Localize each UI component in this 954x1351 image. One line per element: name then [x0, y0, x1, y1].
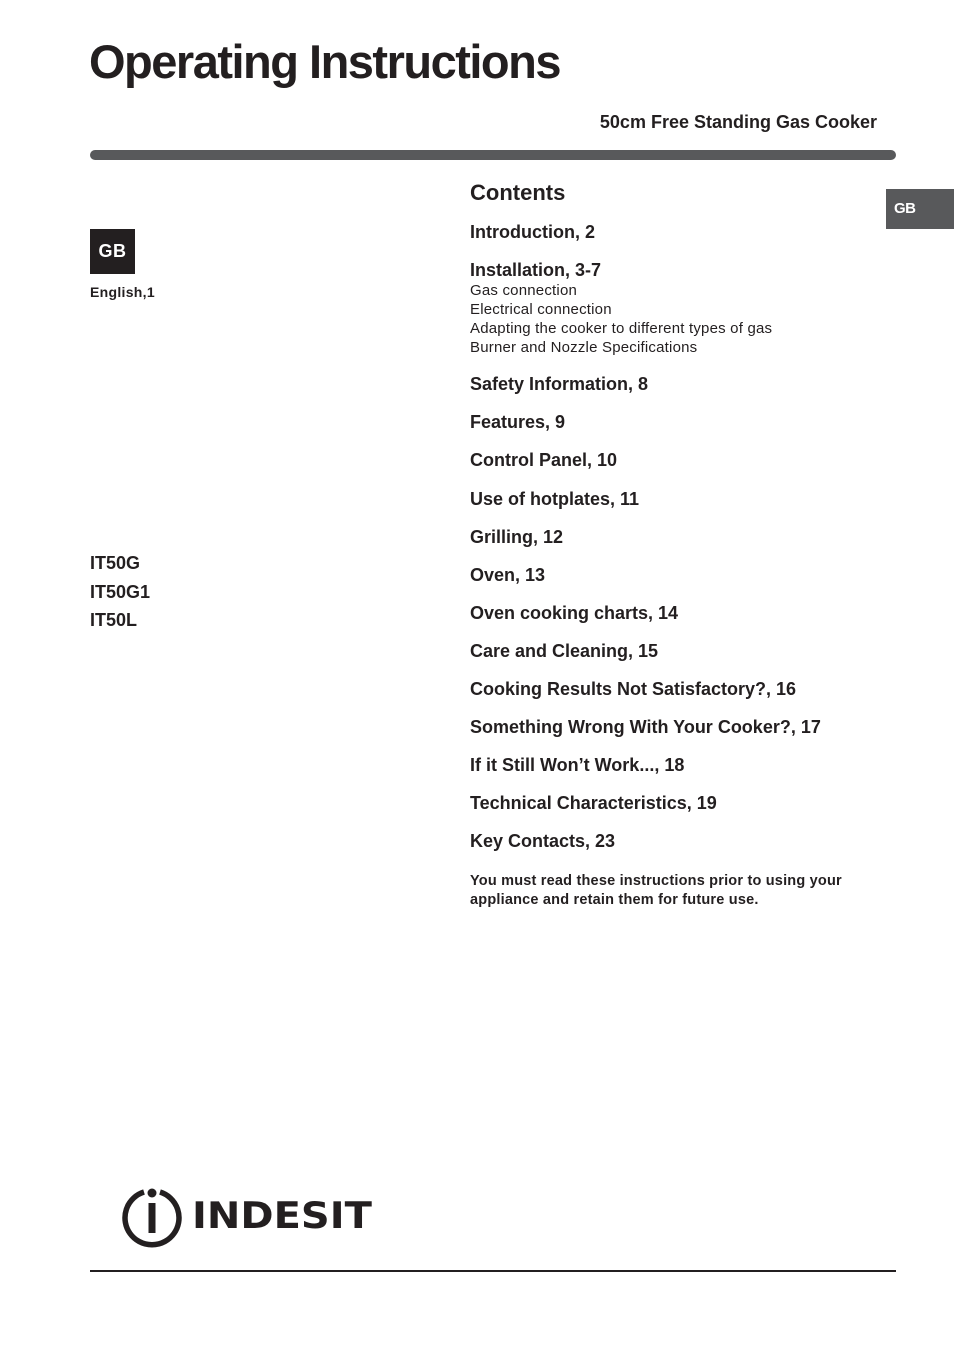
indesit-logo-icon [120, 1184, 184, 1248]
toc-entry-safety-information [470, 373, 890, 395]
footer-divider [90, 1270, 896, 1272]
toc-entry-grilling [470, 526, 890, 548]
model-item: IT50G [90, 553, 141, 573]
toc-entry-title: Grilling, 12 [470, 527, 564, 547]
language-label: English,1 [90, 284, 155, 300]
toc-subitem: Electrical connection [470, 301, 612, 318]
toc-entry-title: If it Still Won’t Work..., 18 [470, 755, 685, 775]
toc-entry-title: Control Panel, 10 [470, 450, 618, 470]
toc-entry-title: Something Wrong With Your Cooker?, 17 [470, 717, 821, 737]
contents-heading: Contents [470, 180, 566, 205]
header-divider-bar [90, 150, 896, 160]
toc-entry-title: Use of hotplates, 11 [470, 489, 640, 509]
toc-subitem: Burner and Nozzle Specifications [470, 339, 698, 356]
document-subtitle: 50cm Free Standing Gas Cooker [599, 112, 877, 132]
toc-entry-oven-cooking-charts [470, 602, 890, 624]
toc-entry-title: Oven cooking charts, 14 [470, 603, 679, 623]
model-list [90, 549, 150, 635]
toc-subitem: Adapting the cooker to different types of gas [470, 320, 773, 337]
language-side-tab: GB [886, 189, 954, 229]
toc-entry-key-contacts [470, 830, 890, 852]
toc-entry-control-panel [470, 449, 890, 471]
model-item: IT50L [90, 610, 138, 630]
toc-entry-features [470, 411, 890, 433]
toc-entry-oven [470, 564, 890, 586]
toc-entry-cooking-results [470, 678, 890, 700]
brand-logo [120, 1184, 372, 1248]
toc-entry-title: Installation, 3-7 [470, 260, 602, 280]
toc-entry-title: Key Contacts, 23 [470, 831, 616, 851]
document-title: Operating Instructions [89, 35, 560, 88]
toc-entry-title: Features, 9 [470, 412, 566, 432]
contents-section [470, 179, 890, 207]
read-instructions-notice: You must read these instructions prior to using your appliance and retain them for future use. [470, 873, 842, 908]
toc-entry-if-it-still-wont-work [470, 754, 890, 776]
toc-entry-something-wrong [470, 716, 890, 738]
toc-subitem: Gas connection [470, 282, 578, 299]
toc-subitem-list [470, 281, 890, 357]
toc-entry-introduction [470, 221, 890, 243]
toc-entry-title: Introduction, 2 [470, 222, 595, 242]
toc-entry-installation [470, 259, 890, 357]
toc-entry-title: Safety Information, 8 [470, 374, 649, 394]
brand-name: INDESIT [192, 1194, 372, 1238]
toc-entry-title: Technical Characteristics, 19 [470, 793, 717, 813]
toc-entry-title: Cooking Results Not Satisfactory?, 16 [470, 679, 797, 699]
toc-entry-use-of-hotplates [470, 488, 890, 510]
language-code-badge: GB [90, 229, 135, 274]
model-item: IT50G1 [90, 581, 151, 602]
toc-entry-title: Oven, 13 [470, 565, 546, 585]
toc-entry-technical-characteristics [470, 792, 890, 814]
toc-entry-care-and-cleaning [470, 640, 890, 662]
toc-entry-title: Care and Cleaning, 15 [470, 641, 659, 661]
